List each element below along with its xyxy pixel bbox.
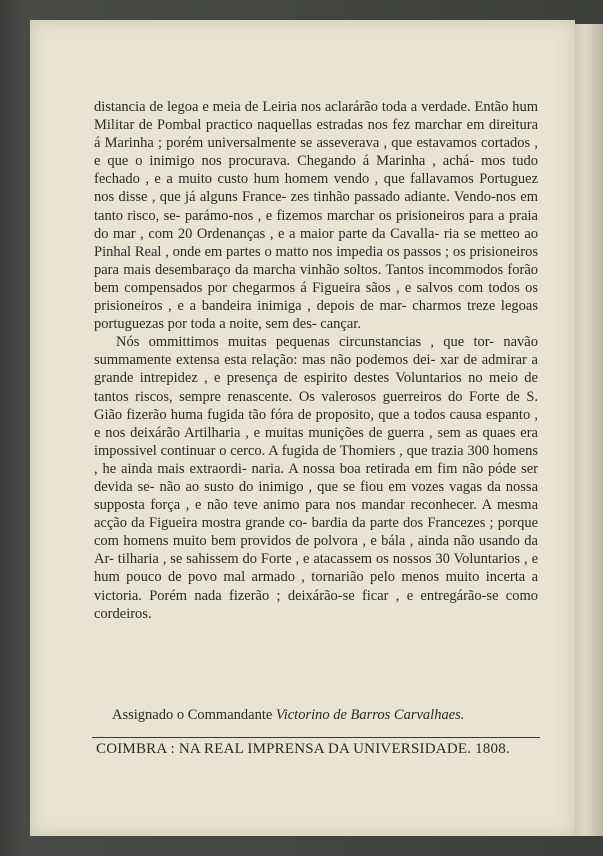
text-line: não ao susto do inimigo , que se fiou em vozes vagas da	[159, 478, 501, 495]
imprint-line: COIMBRA : NA REAL IMPRENSA DA UNIVERSIDADE. 1808.	[96, 741, 510, 757]
body-text	[94, 98, 538, 623]
imprint-rule	[92, 737, 540, 738]
text-line: sem as quaes era impossivel continuar o cerco. A fugida de	[94, 424, 538, 459]
next-page-edge	[573, 24, 603, 836]
text-line: e nos deixárão Artilharia , e muitas munições de guerra ,	[94, 424, 433, 441]
text-line: que fallavamos Portuguez nos disse , que já alguns France-	[94, 171, 539, 206]
text-line: reconhecer. A mesma acção da Figueira mostra grande co-	[94, 497, 539, 532]
text-line: impedia os passos ; os prisioneiros para mais desembaraço	[94, 243, 538, 278]
text-line: bem providos de polvora , e bála , ainda não usando da Ar-	[94, 533, 538, 568]
text-line: Thomiers , que trazia 300 homens , he ainda mais extraordi-	[94, 442, 538, 477]
text-line: deixárão-se ficar , e entregárão-se como cordeiros.	[94, 587, 538, 622]
text-line: Nós ommittimos muitas pequenas circunstancias , que tor-	[116, 334, 495, 351]
text-line: tilharia , se sahissem do Forte , e atacassem os nossos 30	[117, 551, 450, 568]
paragraph-1	[94, 98, 538, 333]
text-line: xar de admirar a grande intrepidez , e presença de espirito	[94, 352, 538, 387]
text-line: destes Voluntarios no meio de tantos riscos, sempre renascente.	[94, 370, 538, 405]
text-line: Voluntarios , e hum pouco de povo mal armado , tornarião	[94, 551, 539, 586]
paragraph-2	[94, 333, 538, 623]
text-line: universalmente se asseverava , que estavamos cortados , e	[94, 135, 538, 170]
text-line: do mar , com 20 Ordenanças , e a maior parte da Cavalla-	[94, 225, 440, 242]
text-line: navão summamente extensa esta relação: mas não podemos dei-	[94, 334, 538, 369]
text-line: parámo-nos , e fizemos marchar os prisioneiros para a praia	[184, 207, 538, 224]
text-line: a verdade. Então hum Militar de Pombal practico naquellas	[94, 99, 539, 134]
text-line: da marcha vinhão soltos. Tantos incommodos forão bem	[94, 261, 539, 296]
text-line: charmos treze legoas portuguezas por toda a noite, sem des-	[94, 298, 538, 333]
text-line: mos tudo fechado , e a muito custo hum homem vendo ,	[94, 153, 538, 188]
text-line: cançar.	[320, 316, 361, 333]
text-line: fugida tão fóra de proposito, que a todos causa espanto ,	[207, 406, 538, 423]
text-line: que o inimigo nos procurava. Chegando á Marinha , achá-	[107, 153, 475, 170]
text-line: compensados por chegarmos á Figueira sãos , e salvos com	[124, 279, 484, 296]
text-line: nossa supposta força , e não teve animo para nos mandar	[94, 478, 539, 514]
text-line: ria se metteo ao Pinhal Real , onde em partes o matto nos	[94, 225, 539, 260]
text-line: naria. A nossa boa retirada em fim não póde ser devida se-	[94, 460, 539, 495]
signature-prefix: Assignado o Commandante	[112, 707, 276, 723]
text-line: distancia de legoa e meia de Leiria nos aclarárão toda	[94, 99, 407, 115]
text-line: todos os prisioneiros , e a bandeira inimiga , depois de mar-	[94, 279, 539, 315]
text-line: Os valerosos guerreiros do Forte de S. Gião fizerão huma	[94, 388, 539, 423]
text-line: pelo menos muito incerta a victoria. Porém nada fizerão ;	[94, 569, 539, 604]
signature-line	[112, 707, 542, 724]
text-line: estradas nos fez marchar em direitura á Marinha ; porém	[94, 117, 539, 152]
signature-name: Victorino de Barros Carvalhaes.	[275, 707, 465, 723]
text-line: zes tinhão passado adiante. Vendo-nos em tanto risco, se-	[94, 189, 538, 224]
text-line: bardia da parte dos Francezes ; porque com homens muito	[94, 515, 539, 550]
